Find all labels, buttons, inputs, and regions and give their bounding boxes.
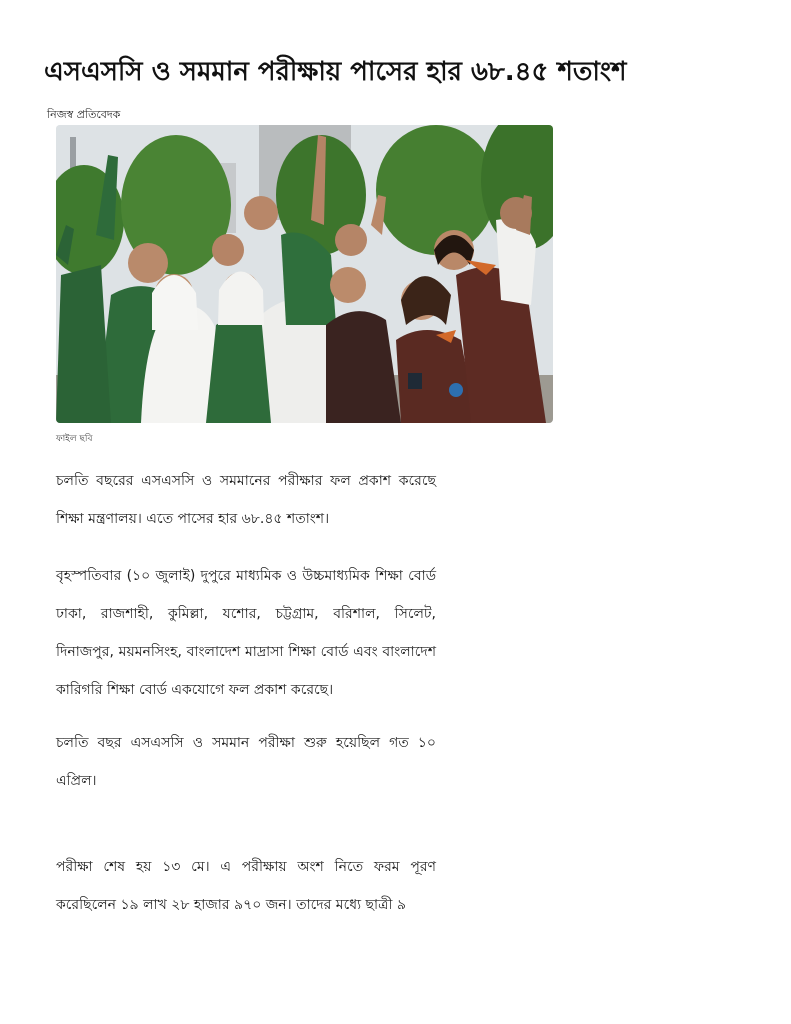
article-paragraph: চলতি বছর এসএসসি ও সমমান পরীক্ষা শুরু হয়েছিল গত ১০ এপ্রিল। bbox=[56, 735, 436, 789]
article-headline: এসএসসি ও সমমান পরীক্ষায় পাসের হার ৬৮.৪৫ শতাংশ bbox=[44, 57, 627, 87]
article-paragraph: চলতি বছরের এসএসসি ও সমমানের পরীক্ষার ফল প্রকাশ করেছে শিক্ষা মন্ত্রণালয়। এতে পাসের হার ৬৮.৪৫ শতাংশ। bbox=[56, 473, 436, 527]
byline: নিজস্ব প্রতিবেদক bbox=[47, 108, 121, 121]
celebrating-students-image bbox=[56, 125, 553, 423]
article-paragraph: বৃহস্পতিবার (১০ জুলাই) দুপুরে মাধ্যমিক ও উচ্চমাধ্যমিক শিক্ষা বোর্ড ঢাকা, রাজশাহী, কুমিল্লা, যশোর, চট্টগ্রাম, বরিশাল, সিলেট, দিনাজপুর, ময়মনসিংহ, বাংলাদেশ মাদ্রাসা শিক্ষা বোর্ড এবং বাংলাদেশ কারিগরি শিক্ষা বোর্ড একযোগে ফল প্রকাশ করেছে। bbox=[56, 568, 436, 698]
article-photo bbox=[56, 125, 553, 423]
article-paragraph: পরীক্ষা শেষ হয় ১৩ মে। এ পরীক্ষায় অংশ নিতে ফরম পূরণ করেছিলেন ১৯ লাখ ২৮ হাজার ৯৭০ জন। তাদের মধ্যে ছাত্রী ৯ bbox=[56, 859, 436, 913]
photo-caption: ফাইল ছবি bbox=[56, 434, 93, 444]
